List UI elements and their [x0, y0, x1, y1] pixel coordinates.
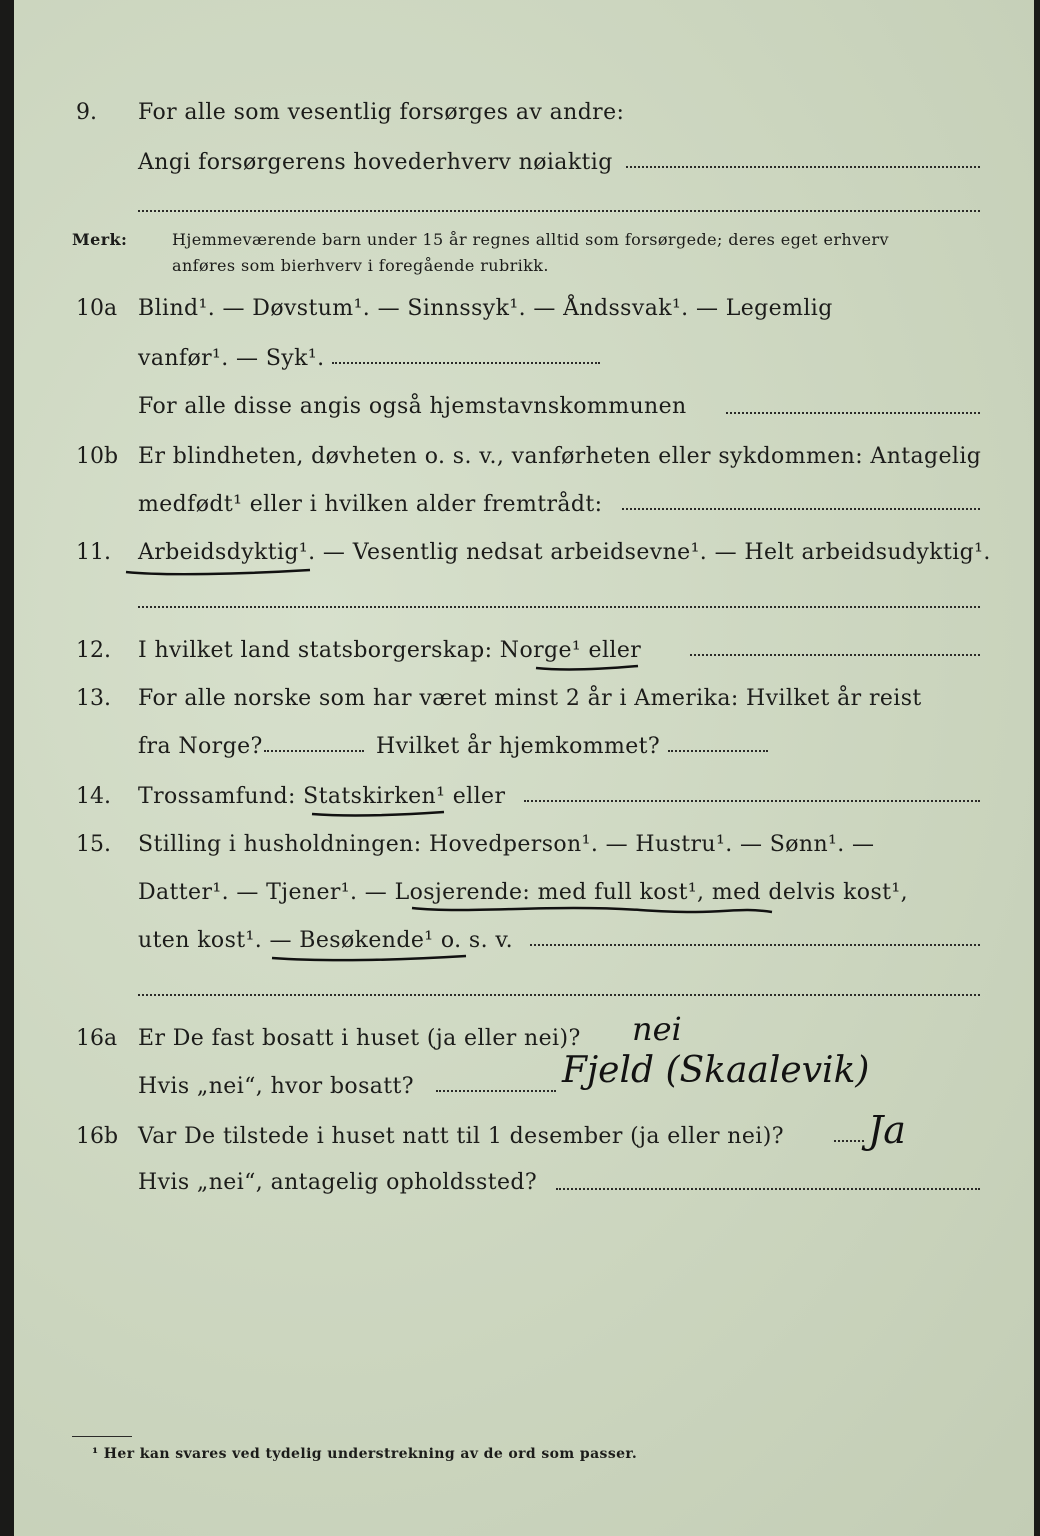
q13-number: 13.	[76, 686, 111, 711]
q14-number: 14.	[76, 784, 111, 809]
q9-line2: Angi forsørgerens hovederhverv nøiaktig	[138, 150, 613, 175]
q14-handwritten-underline	[310, 806, 450, 820]
q9-answer-line[interactable]	[626, 166, 980, 168]
q14-answer-line[interactable]	[524, 800, 980, 802]
q12-number: 12.	[76, 638, 111, 663]
q16a-answer-line[interactable]	[436, 1090, 556, 1092]
q10a-line1: Blind¹. — Døvstum¹. — Sinnssyk¹. — Åndssvak¹. — Legemlig	[138, 296, 833, 321]
q9-answer-line-2[interactable]	[138, 210, 980, 212]
q10a-number: 10a	[76, 296, 118, 321]
q13-line2a: fra Norge?	[138, 734, 263, 759]
q16a-line2: Hvis „nei“, hvor bosatt?	[138, 1074, 414, 1099]
q15-line3: uten kost¹. — Besøkende¹ o. s. v.	[138, 928, 513, 953]
q12-line1: I hvilket land statsborgerskap: Norge¹ eller	[138, 638, 642, 663]
q16b-answer-line[interactable]	[834, 1140, 864, 1142]
q16a-line1: Er De fast bosatt i huset (ja eller nei)?	[138, 1026, 581, 1051]
q10a-home-answer-line[interactable]	[726, 412, 980, 414]
footnote-rule	[72, 1436, 132, 1437]
q16b-line1: Var De tilstede i huset natt til 1 desember (ja eller nei)?	[138, 1124, 784, 1149]
q16a-answer1-handwriting: nei	[632, 1010, 682, 1048]
merk-label: Merk:	[72, 230, 128, 249]
q10b-answer-line[interactable]	[622, 508, 980, 510]
q10b-line1: Er blindheten, døvheten o. s. v., vanførheten eller sykdommen: Antagelig	[138, 444, 982, 469]
q14-line1: Trossamfund: Statskirken¹ eller	[138, 784, 506, 809]
q15-line2: Datter¹. — Tjener¹. — Losjerende: med full kost¹, med delvis kost¹,	[138, 880, 908, 905]
q15-handwritten-underline-besokende	[270, 950, 470, 966]
q16b-number: 16b	[76, 1124, 119, 1149]
q10b-line2: medfødt¹ eller i hvilken alder fremtrådt:	[138, 492, 603, 517]
q16b-place-answer-line[interactable]	[556, 1188, 980, 1190]
q16b-line2: Hvis „nei“, antagelig opholdssted?	[138, 1170, 538, 1195]
q11-number: 11.	[76, 540, 111, 565]
q9-line1: For alle som vesentlig forsørges av andre:	[138, 100, 625, 125]
q13-line2b: Hvilket år hjemkommet?	[376, 734, 661, 759]
q13-year-home-line[interactable]	[668, 750, 768, 752]
q10a-answer-line[interactable]	[332, 362, 600, 364]
q15-handwritten-underline-losjerende	[410, 896, 776, 920]
q15-number: 15.	[76, 832, 111, 857]
q12-handwritten-underline	[534, 660, 644, 674]
merk-line1: Hjemmeværende barn under 15 år regnes alltid som forsørgede; deres eget erhverv	[172, 230, 889, 249]
q10b-number: 10b	[76, 444, 119, 469]
q12-answer-line[interactable]	[690, 654, 980, 656]
q10a-line2: vanfør¹. — Syk¹.	[138, 346, 325, 371]
q16b-answer1-handwriting: Ja	[868, 1108, 906, 1152]
q15-answer-line[interactable]	[530, 944, 980, 946]
census-form-page	[14, 0, 1034, 1536]
q15-line1: Stilling i husholdningen: Hovedperson¹. — Hustru¹. — Sønn¹. —	[138, 832, 875, 857]
q11-answer-line[interactable]	[138, 606, 980, 608]
q9-number: 9.	[76, 100, 97, 125]
q15-answer-line-2[interactable]	[138, 994, 980, 996]
merk-line2: anføres som bierhverv i foregående rubrikk.	[172, 256, 549, 275]
q10a-line3: For alle disse angis også hjemstavnskommunen	[138, 394, 687, 419]
q16a-number: 16a	[76, 1026, 118, 1051]
q11-handwritten-underline	[124, 562, 314, 580]
q13-line1: For alle norske som har været minst 2 år i Amerika: Hvilket år reist	[138, 686, 922, 711]
footnote: ¹ Her kan svares ved tydelig understrekning av de ord som passer.	[92, 1446, 638, 1462]
q16a-answer2-handwriting: Fjeld (Skaalevik)	[562, 1050, 870, 1091]
q11-line1: Arbeidsdyktig¹. — Vesentlig nedsat arbeidsevne¹. — Helt arbeidsudyktig¹.	[138, 540, 991, 565]
q13-year-left-line[interactable]	[264, 750, 364, 752]
